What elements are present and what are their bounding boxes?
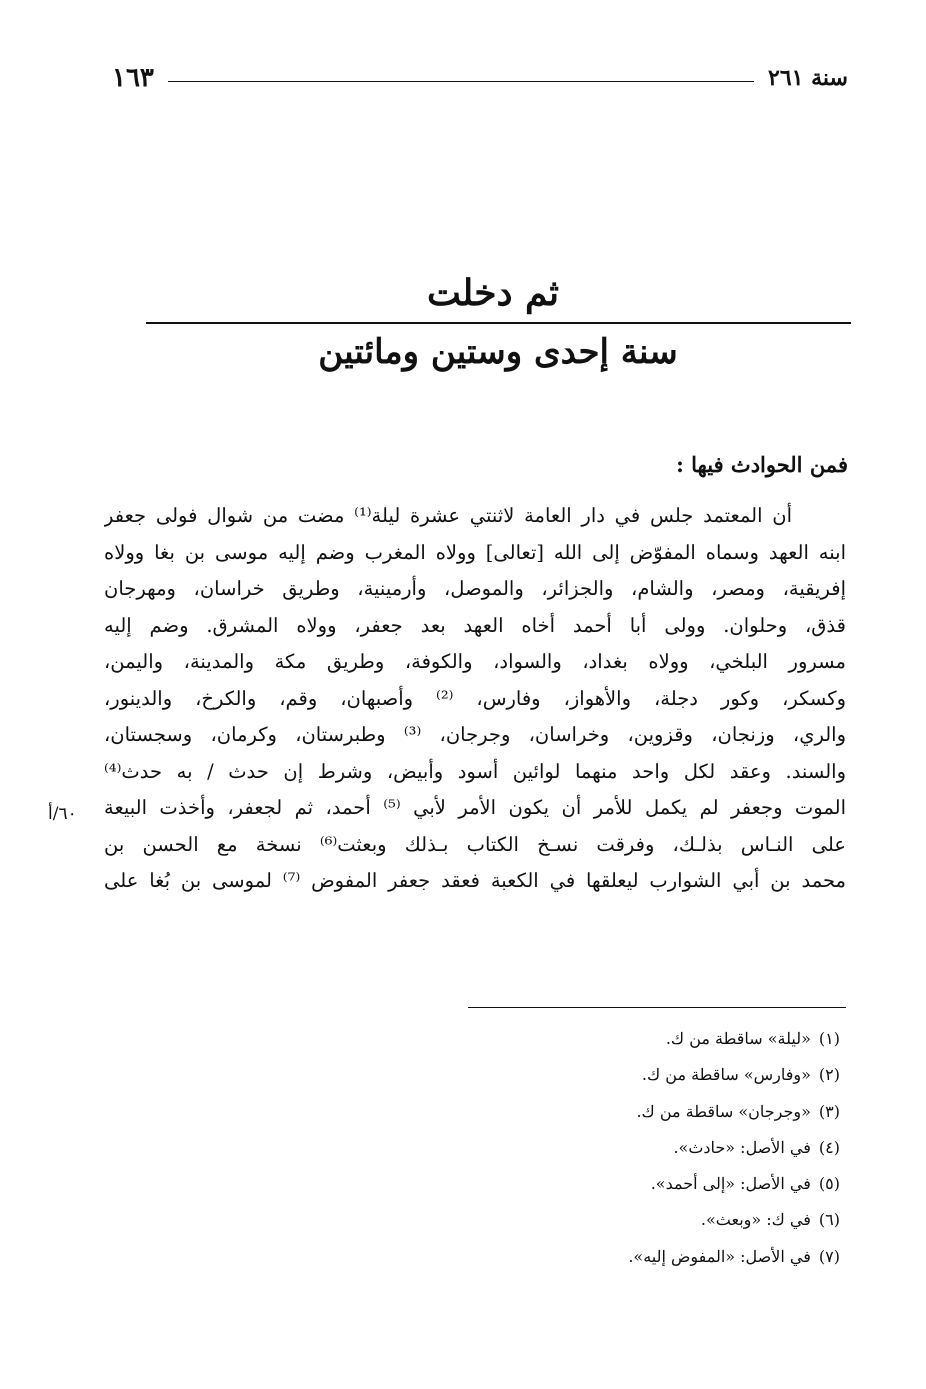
- heading-divider: [146, 322, 851, 324]
- footnote: [140, 1239, 840, 1275]
- body-text: [104, 498, 846, 900]
- footnote-rule: [468, 1007, 846, 1008]
- footnote-text: في الأصل: «المفوض إليه».: [628, 1246, 811, 1266]
- body-line: ابنه العهد وسماه المفوّض إلى الله [تعالى] وولاه المغرب وضم إليه موسى بن بغا وولاه: [104, 540, 846, 564]
- chapter-heading: ثم دخلت: [426, 272, 560, 314]
- body-line: قذق، وحلوان. وولى أبا أحمد أخاه العهد بعد جعفر، وولاه المشرق. وضم إليه: [104, 613, 846, 637]
- footnote-text: «ليلة» ساقطة من ك.: [665, 1029, 811, 1048]
- body-line: والري، وزنجان، وقزوين، وخراسان، وجرجان، ⁽³⁾ وطبرستان، وكرمان، وسجستان،: [104, 723, 846, 746]
- footnote-number: (٦): [818, 1210, 840, 1230]
- footnote-number: (٥): [818, 1174, 840, 1194]
- body-line: إفريقية، ومصر، والشام، والجزائر، والموصل، وأرمينية، وطريق خراسان، ومهرجان: [104, 577, 846, 600]
- footnote: [140, 1021, 840, 1057]
- body-line: وكسكر، وكور دجلة، والأهواز، وفارس، ⁽²⁾ وأصبهان، وقم، والكرخ، والدينور،: [104, 686, 846, 710]
- body-line: الموت وجعفر لم يكمل للأمر أن يكون الأمر لأبي ⁽⁵⁾ أحمد، ثم لجعفر، وأخذت البيعة: [104, 796, 846, 819]
- footnote: [140, 1166, 840, 1202]
- running-header: [112, 58, 848, 98]
- footnote-text: «وفارس» ساقطة من ك.: [641, 1065, 811, 1085]
- section-label: فمن الحوادث فيها :: [676, 452, 848, 477]
- body-line: أن المعتمد جلس في دار العامة لاثنتي عشرة ليلة⁽¹⁾ مضت من شوال فولى جعفر: [104, 504, 792, 527]
- manuscript-folio-note: ٦٠/أ: [48, 804, 77, 824]
- footnote-number: (١): [818, 1029, 840, 1048]
- footnote: [140, 1057, 840, 1093]
- body-line: والسند. وعقد لكل واحد منهما لوائين أسود وأبيض، وشرط إن حدث / به حدث⁽⁴⁾: [104, 759, 846, 783]
- footnote-text: «وجرجان» ساقطة من ك.: [636, 1101, 811, 1121]
- chapter-subheading: سنة إحدى وستين ومائتين: [318, 332, 678, 372]
- footnote-text: في الأصل: «حادث».: [673, 1137, 811, 1157]
- footnote-number: (٤): [818, 1137, 840, 1157]
- body-line: محمد بن أبي الشوارب ليعلقها في الكعبة فعقد جعفر المفوض ⁽⁷⁾ لموسى بن بُغا على: [104, 869, 846, 892]
- body-line: على النـاس بذلـك، وفرقت نسـخ الكتاب بـذلك وبعثت⁽⁶⁾ نسخة مع الحسن بن: [104, 832, 846, 856]
- footnote: [140, 1202, 840, 1238]
- footnote: [140, 1130, 840, 1166]
- footnote-number: (٣): [818, 1101, 840, 1121]
- footnote-number: (٧): [818, 1246, 840, 1266]
- footnote-text: في الأصل: «إلى أحمد».: [650, 1174, 811, 1194]
- running-header-title: سنة ٢٦١: [768, 65, 848, 91]
- header-rule: [168, 81, 754, 82]
- footnote-number: (٢): [818, 1065, 840, 1085]
- footnote-text: في ك: «وبعث».: [700, 1210, 811, 1230]
- footnote: [140, 1094, 840, 1130]
- body-line: مسرور البلخي، وولاه بغداد، والسواد، والكوفة، وطريق مكة والمدينة، واليمن،: [104, 650, 846, 673]
- page-number: ١٦٣: [112, 63, 154, 93]
- footnotes: [140, 1021, 840, 1275]
